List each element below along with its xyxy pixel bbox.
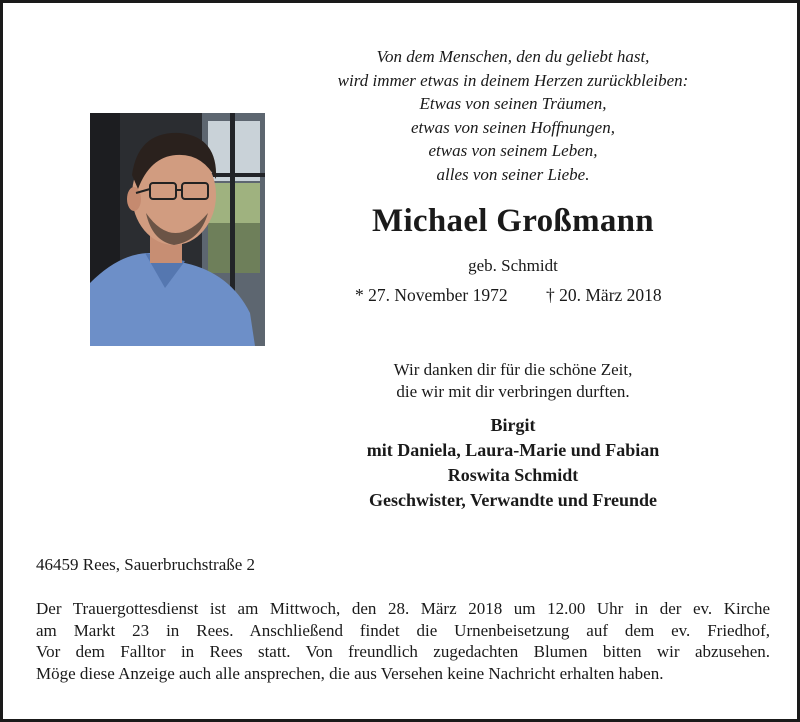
mourners-list: [303, 413, 723, 513]
thanks-text: [303, 359, 723, 403]
poem-line: etwas von seinen Hoffnungen,: [411, 117, 615, 137]
portrait-photo: [90, 113, 265, 346]
poem-line: Etwas von seinen Träumen,: [419, 94, 607, 113]
notice-line: am Markt 23 in Rees. Anschließend findet die Urnenbeisetzung auf dem ev. Friedhof,: [36, 620, 770, 640]
thanks-line: die wir mit dir verbringen durften.: [396, 382, 630, 401]
birth-name: geb. Schmidt: [468, 256, 558, 275]
address: 46459 Rees, Sauerbruchstraße 2: [36, 555, 256, 574]
poem-line: Von dem Menschen, den du geliebt hast,: [376, 47, 650, 66]
notice-line: Der Trauergottesdienst ist am Mittwoch, den 28. März 2018 um 12.00 Uhr in der ev. Kirche: [36, 599, 770, 618]
mourner-line: Roswita Schmidt: [447, 465, 579, 485]
funeral-notice: [36, 598, 770, 684]
deceased-name: Michael Großmann: [372, 203, 654, 239]
poem-line: alles von seiner Liebe.: [436, 164, 590, 184]
thanks-line: Wir danken dir für die schöne Zeit,: [393, 360, 633, 379]
memorial-poem: [303, 45, 723, 186]
mourner-line: mit Daniela, Laura-Marie und Fabian: [366, 440, 660, 460]
death-date: † 20. März 2018: [546, 285, 662, 305]
birth-date: * 27. November 1972: [355, 285, 508, 305]
mourner-line: Birgit: [490, 415, 536, 435]
poem-line: etwas von seinem Leben,: [428, 141, 598, 160]
mourner-line: Geschwister, Verwandte und Freunde: [368, 490, 658, 510]
notice-line: Vor dem Falltor in Rees statt. Von freundlich zugedachten Blumen bitten wir abzusehen.: [36, 642, 770, 661]
notice-line: Möge diese Anzeige auch alle ansprechen, die aus Versehen keine Nachricht erhalten haben.: [36, 663, 664, 683]
poem-line: wird immer etwas in deinem Herzen zurückbleiben:: [337, 70, 689, 90]
